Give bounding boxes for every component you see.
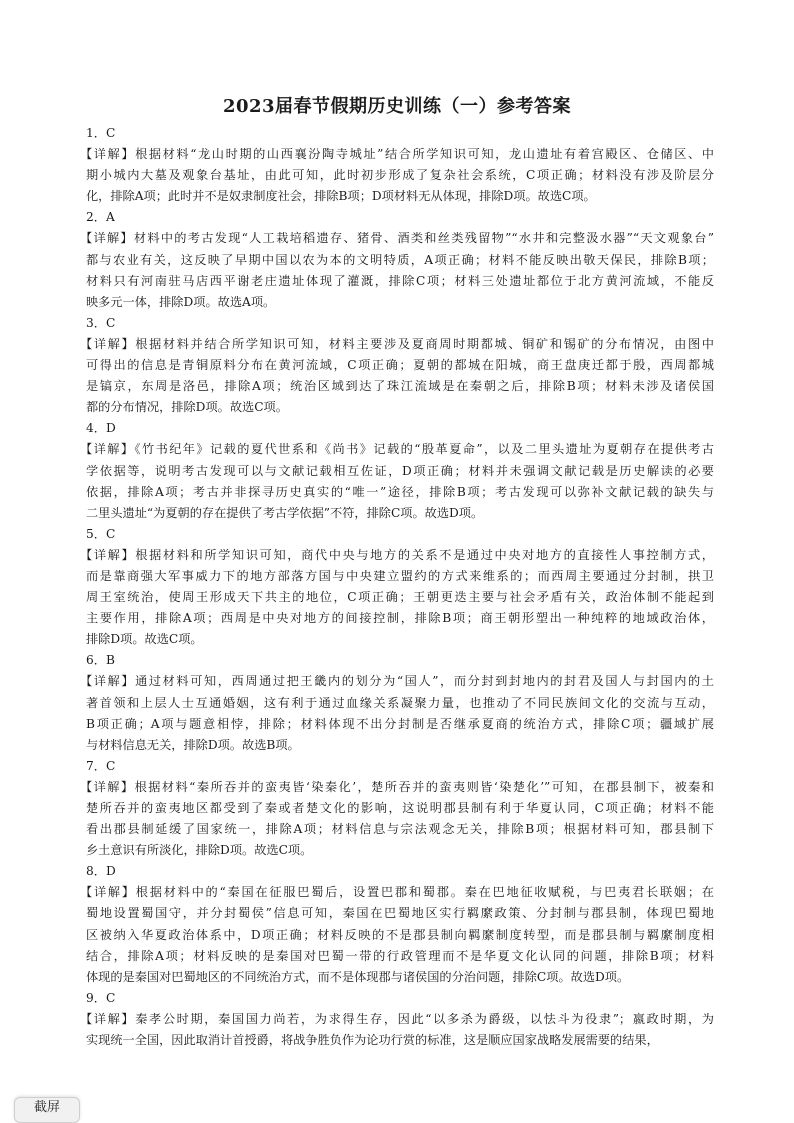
answer-number: 3．C (86, 315, 116, 330)
screenshot-button[interactable]: 截屏 (14, 1097, 80, 1123)
answer-explanation-line: 【详解】根据材料并结合所学知识可知，材料主要涉及夏商周时期都城、铜矿和锡矿的分布情况，由图中 (80, 336, 714, 351)
answer-explanation-line: 期小城内大墓及观象台基址，由此可知，此时初步形成了复杂社会系统，C项正确；材料没有涉及阶层分 (86, 168, 714, 183)
answer-explanation-line: 二里头遗址“为夏朝的存在提供了考古学依据”不符，排除C项。故选D项。 (86, 505, 484, 520)
answer-explanation-line: 【详解】根据材料中的“秦国在征服巴蜀后，设置巴郡和蜀郡。秦在巴地征收赋税，与巴夷君长联姻；在 (80, 885, 714, 900)
answer-explanation-line: 依据，排除A项；考古并非探寻历史真实的“唯一”途径，排除B项；考古发现可以弥补文献记载的缺失与 (86, 484, 714, 499)
answer-number: 6．B (86, 653, 115, 668)
answer-explanation-line: 是镐京，东周是洛邑，排除A项；统治区域到达了珠江流域是在秦朝之后，排除B项；材料未涉及诸侯国 (86, 379, 714, 394)
answer-explanation-line: 乡土意识有所淡化，排除D项。故选C项。 (86, 843, 313, 858)
answer-explanation-line: 【详解】根据材料和所学知识可知，商代中央与地方的关系不是通过中央对地方的直接性人事控制方式， (80, 547, 714, 562)
answer-explanation-line: 体现的是秦国对巴蜀地区的不同统治方式，而不是体现郡与诸侯国的分治问题，排除C项。故选D项。 (86, 969, 630, 984)
answer-explanation-line: 化，排除A项；此时并不是奴隶制度社会，排除B项；D项材料无从体现，排除D项。故选C项。 (86, 189, 596, 204)
answer-explanation-line: 都与农业有关，这反映了早期中国以农为本的文明特质，A项正确；材料不能反映出敬天保民，排除B项； (86, 252, 714, 267)
answer-explanation-line: 楚所吞并的蛮夷地区都受到了秦或者楚文化的影响，这说明郡县制有利于华夏认同，C项正确；材料不能 (86, 801, 714, 815)
answer-explanation-line: 周王室统治，使周王形成天下共主的地位，C项正确；王朝更迭主要与社会矛盾有关，政治体制不能起到 (86, 590, 714, 605)
answer-explanation-line: 看出郡县制延缓了国家统一，排除A项；材料信息与宗法观念无关，排除B项；根据材料可知，郡县制下 (86, 822, 714, 837)
answer-list (80, 123, 714, 1051)
answer-explanation-line: 【详解】通过材料可知，西周通过把王畿内的划分为“国人”，而分封到封地内的封君及国人与封国内的土 (80, 674, 714, 689)
answer-explanation-line: 实现统一全国，因此取消计首授爵，将战争胜负作为论功行赏的标准，这是顺应国家战略发展需要的结果， (86, 1033, 659, 1048)
answer-explanation-line: 著首领和上层人士互通婚姻，这有利于通过血缘关系凝聚力量，也推动了不同民族间文化的交流与互动， (86, 695, 714, 710)
answer-item (80, 418, 714, 523)
answer-number: 7．C (86, 758, 116, 773)
answer-explanation-line: 【详解】材料中的考古发现“人工栽培稻遗存、猪骨、酒类和丝类残留物”“水井和完整汲水器”“天文观象台” (80, 231, 714, 246)
answer-number: 1．C (86, 126, 116, 140)
page-title: 2023届春节假期历史训练（一）参考答案 (222, 96, 572, 117)
answer-explanation-line: 区被纳入华夏政治体系中，D项正确；材料反映的不是郡县制向羁縻制度转型，而是郡县制与羁縻制度相 (86, 927, 714, 942)
answer-explanation-line: 映多元一体，排除D项。故选A项。 (86, 294, 276, 309)
answer-item (80, 988, 714, 1051)
answer-number: 9．C (86, 990, 116, 1005)
answer-item (80, 756, 714, 861)
answer-explanation-line: 蜀地设置蜀国守，并分封蜀侯”信息可知，秦国在巴蜀地区实行羁縻政策、分封制与郡县制，体现巴蜀地 (86, 906, 714, 921)
answer-explanation-line: 可得出的信息是青铜原料分布在黄河流域，C项正确；夏朝的都城在阳城，商王盘庚迁都于殷，西周都城 (86, 358, 714, 373)
answer-number: 4．D (86, 421, 116, 436)
answer-number: 8．D (86, 864, 116, 879)
answer-number: 5．C (86, 526, 116, 541)
answer-explanation-line: 而是靠商强大军事威力下的地方部落方国与中央建立盟约的方式来维系的；而西周主要通过分封制，拱卫 (86, 568, 714, 583)
answer-explanation-line: 材料只有河南驻马店西平谢老庄遗址体现了灌溉，排除C项；材料三处遗址都位于北方黄河流域，不能反 (86, 273, 714, 288)
answer-item (80, 207, 714, 312)
answer-explanation-line: 【详解】《竹书纪年》记载的夏代世系和《尚书》记载的“殷革夏命”，以及二里头遗址为夏朝存在提供考古 (80, 442, 714, 457)
answer-item (80, 524, 714, 651)
answer-explanation-line: 结合，排除A项；材料反映的是秦国对巴蜀一带的行政管理而不是华夏文化认同的问题，排除B项；材料 (86, 948, 714, 963)
answer-explanation-line: 都的分布情况，排除D项。故选C项。 (86, 400, 288, 415)
answer-explanation-line: 排除D项。故选C项。 (86, 632, 203, 647)
answer-item (80, 861, 714, 988)
answer-item (80, 123, 714, 207)
answer-explanation-line: 【详解】根据材料“秦所吞并的蛮夷皆‘染秦化’，楚所吞并的蛮夷则皆‘染楚化’”可知，在郡县制下，被秦和 (80, 779, 714, 794)
answer-explanation-line: 学依据等，说明考古发现可以与文献记载相互佐证，D项正确；材料并未强调文献记载是历史解读的必要 (86, 463, 714, 478)
answer-item (80, 650, 714, 755)
answer-item (80, 313, 714, 418)
answer-explanation-line: 与材料信息无关，排除D项。故选B项。 (86, 737, 300, 752)
answer-explanation-line: B项正确；A项与题意相悖，排除；材料体现不出分封制是否继承夏商的统治方式，排除C项；疆域扩展 (86, 716, 714, 731)
answer-explanation-line: 【详解】根据材料“龙山时期的山西襄汾陶寺城址”结合所学知识可知，龙山遗址有着宫殿区、仓储区、中 (80, 147, 714, 162)
answer-explanation-line: 主要作用，排除A项；西周是中央对地方的间接控制，排除B项；商王朝形塑出一种纯粹的地域政治体， (86, 611, 714, 626)
answer-number: 2．A (86, 210, 115, 225)
answer-explanation-line: 【详解】秦孝公时期，秦国国力尚若，为求得生存，因此“以多杀为爵级，以怯斗为役隶”；嬴政时期，为 (80, 1011, 714, 1026)
